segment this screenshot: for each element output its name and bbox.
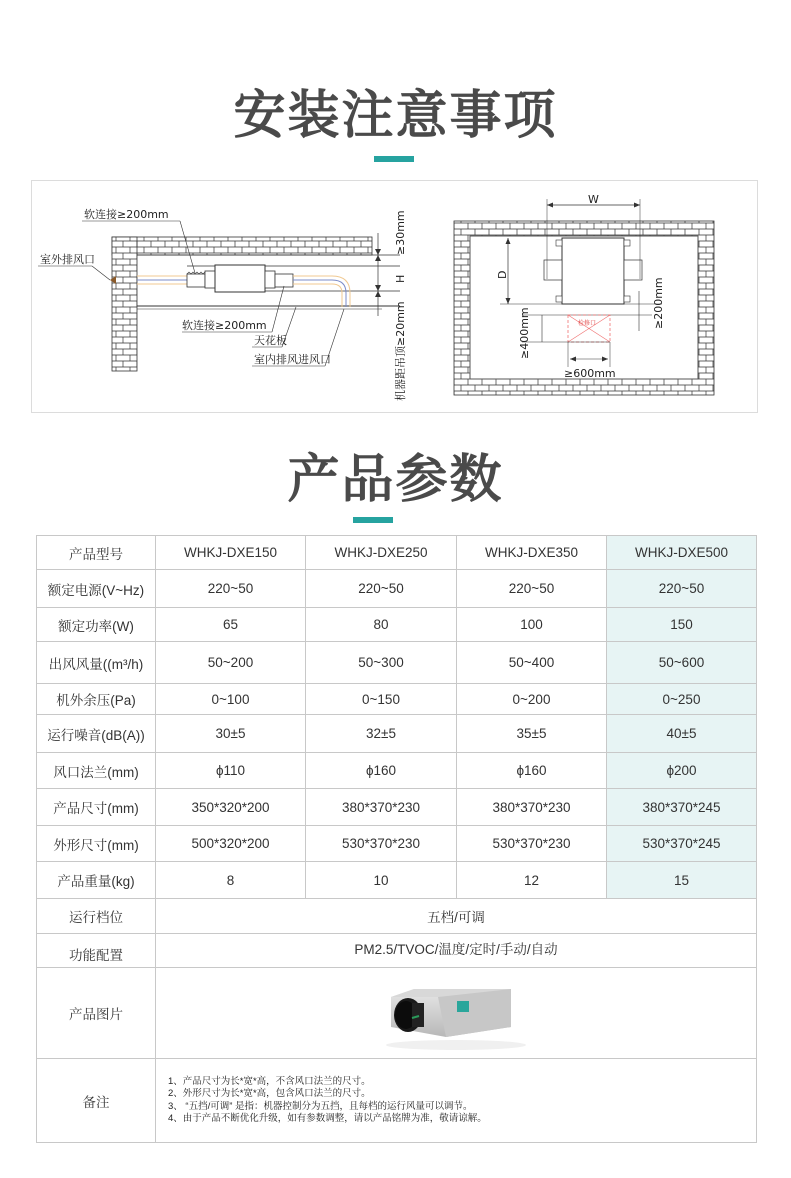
- ceiling-wall: [112, 237, 372, 255]
- notes-cell: [156, 1059, 757, 1143]
- label-ceiling: 天花板: [254, 334, 287, 347]
- cell: 35±5: [457, 715, 607, 753]
- image-cell: [156, 968, 757, 1059]
- cell: 220~50: [306, 570, 457, 608]
- row-label: 产品尺寸(mm): [37, 789, 156, 826]
- label-depth: D: [496, 270, 509, 279]
- cell: 350*320*200: [156, 789, 306, 826]
- note-line: 4、由于产品不断优化升级，如有参数调整，请以产品铭牌为准，敬请谅解。: [168, 1113, 487, 1124]
- table-row: [37, 684, 757, 715]
- row-label: 额定电源(V~Hz): [37, 570, 156, 608]
- cell: 150: [607, 608, 757, 642]
- row-label: 风口法兰(mm): [37, 753, 156, 789]
- table-row: [37, 715, 757, 753]
- cell: 30±5: [156, 715, 306, 753]
- cell: ϕ160: [457, 753, 607, 789]
- label-width: W: [588, 193, 599, 206]
- label-height: H: [394, 274, 407, 283]
- cell: 220~50: [607, 570, 757, 608]
- row-label: 运行噪音(dB(A)): [37, 715, 156, 753]
- top-view-diagram: [412, 181, 757, 412]
- note-line: 1、产品尺寸为长*宽*高，不含风口法兰的尺寸。: [168, 1075, 371, 1087]
- cell: 530*370*245: [607, 826, 757, 862]
- model-1: WHKJ-DXE150: [156, 536, 306, 570]
- cell: 12: [457, 862, 607, 899]
- table-row: [37, 826, 757, 862]
- cell: 40±5: [607, 715, 757, 753]
- row-label: 额定功率(W): [37, 608, 156, 642]
- cell: 500*320*200: [156, 826, 306, 862]
- label-outdoor-exhaust: 室外排风口: [40, 253, 95, 266]
- cell: 50~600: [607, 642, 757, 684]
- cell: 8: [156, 862, 306, 899]
- row-label: 外形尺寸(mm): [37, 826, 156, 862]
- row-label: 运行档位: [37, 899, 156, 934]
- side-view-diagram: [32, 181, 412, 412]
- label-gap-bottom: 机器距吊顶≥20mm: [394, 301, 407, 401]
- title-accent-bar: [374, 156, 414, 162]
- table-row: [37, 753, 757, 789]
- note-line: 2、外形尺寸为长*宽*高，包含风口法兰的尺寸。: [168, 1088, 371, 1099]
- table-row: [37, 642, 757, 684]
- row-label: 备注: [37, 1059, 156, 1143]
- cell: ϕ200: [607, 753, 757, 789]
- label-soft-connect-bottom: 软连接≥200mm: [182, 319, 267, 332]
- product-params-table: [36, 535, 757, 1143]
- cell: 80: [306, 608, 457, 642]
- model-2: WHKJ-DXE250: [306, 536, 457, 570]
- cell: ϕ110: [156, 753, 306, 789]
- model-3: WHKJ-DXE350: [457, 536, 607, 570]
- label-gap-600: ≥600mm: [564, 367, 616, 380]
- cell: 380*370*245: [607, 789, 757, 826]
- product-params-title: 产品参数: [287, 450, 504, 510]
- cell: 380*370*230: [306, 789, 457, 826]
- cell: 530*370*230: [457, 826, 607, 862]
- cell: 0~100: [156, 684, 306, 715]
- cell: ϕ160: [306, 753, 457, 789]
- span-cell: PM2.5/TVOC/温度/定时/手动/自动: [156, 934, 757, 968]
- label-access-port: 检修口: [578, 320, 597, 327]
- unit-top-view: [562, 238, 624, 304]
- table-row-span: [37, 899, 757, 934]
- label-gap-400: ≥400mm: [518, 307, 531, 359]
- cell: 50~200: [156, 642, 306, 684]
- table-row-image: [37, 968, 757, 1059]
- cell: 220~50: [457, 570, 607, 608]
- row-label: 机外余压(Pa): [37, 684, 156, 715]
- installation-diagram-panel: [31, 180, 758, 413]
- unit-side-view: [215, 265, 265, 292]
- cell: 50~400: [457, 642, 607, 684]
- cell: 0~250: [607, 684, 757, 715]
- params-accent-bar: [353, 517, 393, 523]
- cell: 220~50: [156, 570, 306, 608]
- install-notes-title: 安装注意事项: [233, 86, 558, 146]
- note-line: 3、 “五挡/可调” 是指：机器控制分为五挡，且每档的运行风量可以调节。: [168, 1100, 473, 1112]
- table-row: [37, 570, 757, 608]
- table-row: [37, 608, 757, 642]
- cell: 100: [457, 608, 607, 642]
- product-image: [376, 975, 536, 1051]
- cell: 0~200: [457, 684, 607, 715]
- cell: 380*370*230: [457, 789, 607, 826]
- cell: 10: [306, 862, 457, 899]
- row-label: 功能配置: [37, 934, 156, 968]
- table-header-row: [37, 536, 757, 570]
- side-wall: [112, 237, 137, 371]
- label-indoor-exhaust-inlet: 室内排风进风口: [254, 353, 331, 366]
- table-row-span: [37, 934, 757, 968]
- cell: 0~150: [306, 684, 457, 715]
- table-row-notes: [37, 1059, 757, 1143]
- row-label: 产品重量(kg): [37, 862, 156, 899]
- cell: 65: [156, 608, 306, 642]
- table-row: [37, 862, 757, 899]
- cell: 15: [607, 862, 757, 899]
- row-label: 产品图片: [37, 968, 156, 1059]
- table-row: [37, 789, 757, 826]
- model-4: WHKJ-DXE500: [607, 536, 757, 570]
- header-label: 产品型号: [37, 536, 156, 570]
- label-gap-200: ≥200mm: [652, 277, 665, 329]
- cell: 530*370*230: [306, 826, 457, 862]
- cell: 50~300: [306, 642, 457, 684]
- cell: 32±5: [306, 715, 457, 753]
- label-gap-top: ≥30mm: [394, 210, 407, 255]
- label-soft-connect-top: 软连接≥200mm: [84, 208, 169, 221]
- row-label: 出风风量((m³/h): [37, 642, 156, 684]
- span-cell: 五档/可调: [156, 899, 757, 934]
